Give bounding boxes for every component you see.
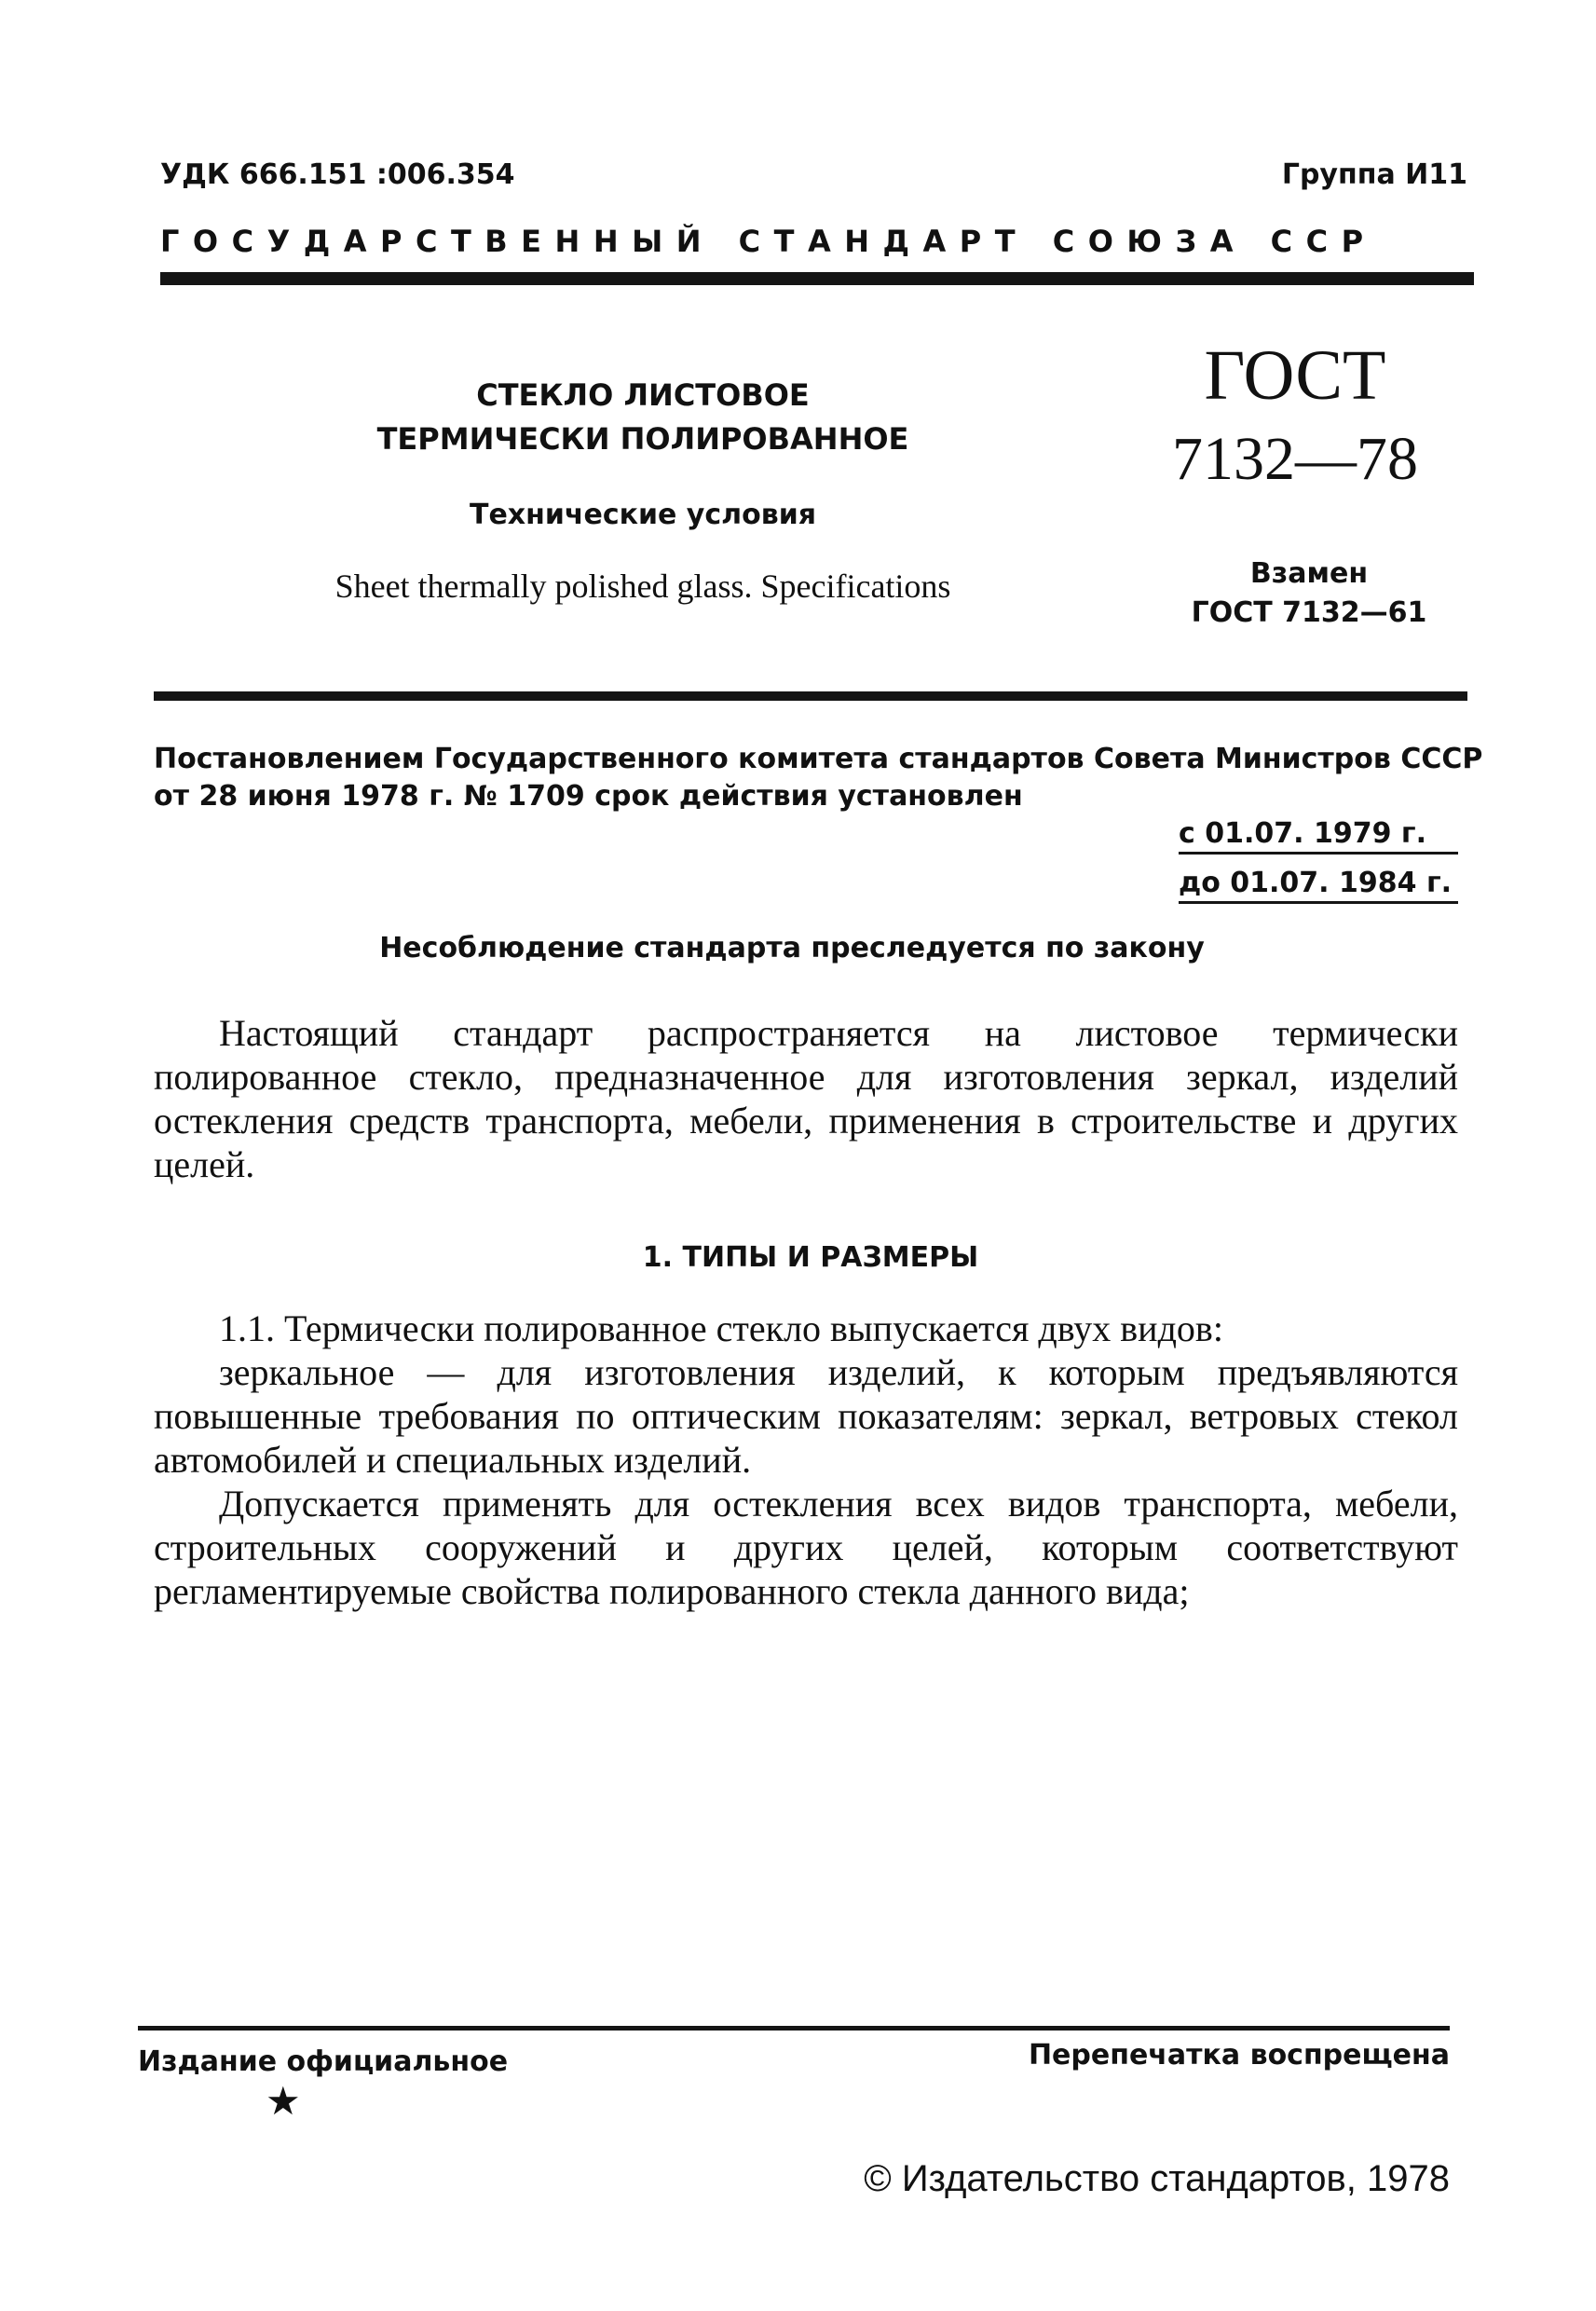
reprint-prohibited-label: Перепечатка воспрещена xyxy=(1028,2039,1450,2072)
gost-number: 7132—78 xyxy=(1172,425,1418,493)
top-rule xyxy=(160,272,1474,285)
official-edition-label: Издание официальное xyxy=(138,2045,509,2078)
validity-end-date: до 01.07. 1984 г. xyxy=(1179,867,1458,904)
udk-code: УДК 666.151 :006.354 xyxy=(160,158,515,191)
clause-1-1: 1.1. Термически полированное стекло выпускается двух видов: xyxy=(219,1307,1223,1349)
non-compliance-notice: Несоблюдение стандарта преследуется по закону xyxy=(379,932,1205,964)
english-title: Sheet thermally polished glass. Specifications xyxy=(334,567,951,605)
clause-mirror-type: зеркальное — для изготовления изделий, к которым предъявляются повышенные требования по оптическим показателям: зеркал, ветровых стекол автомобилей и специальных изделий. xyxy=(154,1351,1458,1481)
group-code: Группа И11 xyxy=(1281,158,1467,191)
document-subtitle: Технические условия xyxy=(470,499,816,531)
replaces-standard: ГОСТ 7132—61 xyxy=(1191,596,1427,629)
replaces-label: Взамен xyxy=(1249,557,1369,590)
star-icon: ★ xyxy=(266,2079,301,2123)
document-title-line-1: СТЕКЛО ЛИСТОВОЕ xyxy=(476,377,810,413)
section-heading: 1. ТИПЫ И РАЗМЕРЫ xyxy=(642,1241,979,1274)
decree-line-2: от 28 июня 1978 г. № 1709 срок действия установлен xyxy=(154,780,1023,813)
decree-line-1: Постановлением Государственного комитета стандартов Совета Министров СССР xyxy=(154,743,1483,775)
publisher-copyright: © Издательство стандартов, 1978 xyxy=(864,2158,1450,2199)
document-title-line-2: ТЕРМИЧЕСКИ ПОЛИРОВАННОЕ xyxy=(376,421,909,457)
validity-start-date: с 01.07. 1979 г. xyxy=(1179,817,1458,855)
middle-rule xyxy=(154,691,1467,701)
clause-allowed-use: Допускается применять для остекления всех видов транспорта, мебели, строительных сооружений и других целей, которым соответствуют регламентируемые свойства полированного стекла данного вида; xyxy=(154,1483,1458,1612)
state-standard-banner: ГОСУДАРСТВЕННЫЙ СТАНДАРТ СОЮЗА ССР xyxy=(160,224,1377,259)
scope-paragraph: Настоящий стандарт распространяется на листовое термически полированное стекло, предназначенное для изготовления зеркал, изделий остекления средств транспорта, мебели, применения в строительстве и других целей. xyxy=(154,1012,1458,1185)
bottom-rule xyxy=(138,2026,1450,2031)
gost-label: ГОСТ xyxy=(1204,336,1386,415)
